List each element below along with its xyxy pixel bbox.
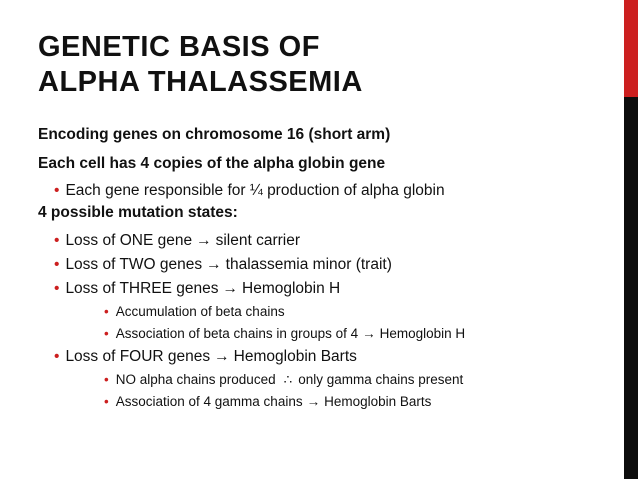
point-loss-one-text-b: silent carrier [215,232,301,249]
bullet-icon: • [104,304,109,319]
point-loss-three-text-a: Loss of THREE genes [65,280,219,297]
point-no-alpha-text-a: NO alpha chains produced [115,372,276,387]
arrow-icon: → [196,232,212,249]
bullet-icon: • [104,372,109,387]
point-accum-beta-text: Accumulation of beta chains [115,304,285,319]
right-accent-stripe [624,0,638,97]
bullet-icon: • [54,256,60,273]
point-loss-two-text-a: Loss of TWO genes [65,256,203,273]
point-loss-two [54,255,608,274]
point-no-alpha-text-b: only gamma chains present [298,372,464,387]
bullet-icon: • [104,394,109,409]
right-edge-bar [624,0,638,479]
right-dark-stripe [624,97,638,479]
point-loss-four [54,347,608,366]
point-each-gene [54,181,608,200]
point-assoc-beta-text-b: Hemoglobin H [379,326,466,341]
point-mutation-states: 4 possible mutation states: [38,204,238,221]
slide-body [38,125,608,415]
bullet-icon: • [54,348,60,365]
point-loss-one [54,231,608,250]
point-accum-beta [104,303,608,320]
slide-title-line-1: GENETIC BASIS OF [38,31,320,63]
slide-title-line-2: ALPHA THALASSEMIA [38,66,363,98]
point-loss-four-text-b: Hemoglobin Barts [233,348,357,365]
point-loss-three-text-b: Hemoglobin H [242,280,341,297]
arrow-icon: → [214,348,230,365]
arrow-icon: → [362,326,376,341]
point-assoc-gamma-text-b: Hemoglobin Barts [324,394,432,409]
arrow-icon: → [222,280,239,297]
point-loss-three [54,279,608,298]
point-loss-two-text-b: thalassemia minor (trait) [225,256,392,273]
point-assoc-gamma-text-a: Association of 4 gamma chains [115,394,303,409]
point-loss-four-text-a: Loss of FOUR genes [65,348,211,365]
point-encoding: Encoding genes on chromosome 16 (short arm) [38,126,391,143]
point-assoc-beta-text-a: Association of beta chains in groups of 4 [115,326,359,341]
bullet-icon: • [54,232,60,249]
point-assoc-gamma [104,393,608,410]
point-assoc-beta [104,325,608,342]
bullet-icon: • [54,280,60,297]
point-no-alpha [104,371,608,388]
bullet-icon: • [54,182,60,199]
therefore-icon: ∴ [283,372,293,387]
arrow-icon: → [206,256,222,273]
slide-title [38,30,363,100]
point-each-gene-text: Each gene responsible for ¼ production of alpha globin [65,182,445,199]
bullet-icon: • [104,326,109,341]
point-copies: Each cell has 4 copies of the alpha globin gene [38,155,386,172]
arrow-icon: → [306,394,321,409]
point-loss-one-text-a: Loss of ONE gene [65,232,193,249]
